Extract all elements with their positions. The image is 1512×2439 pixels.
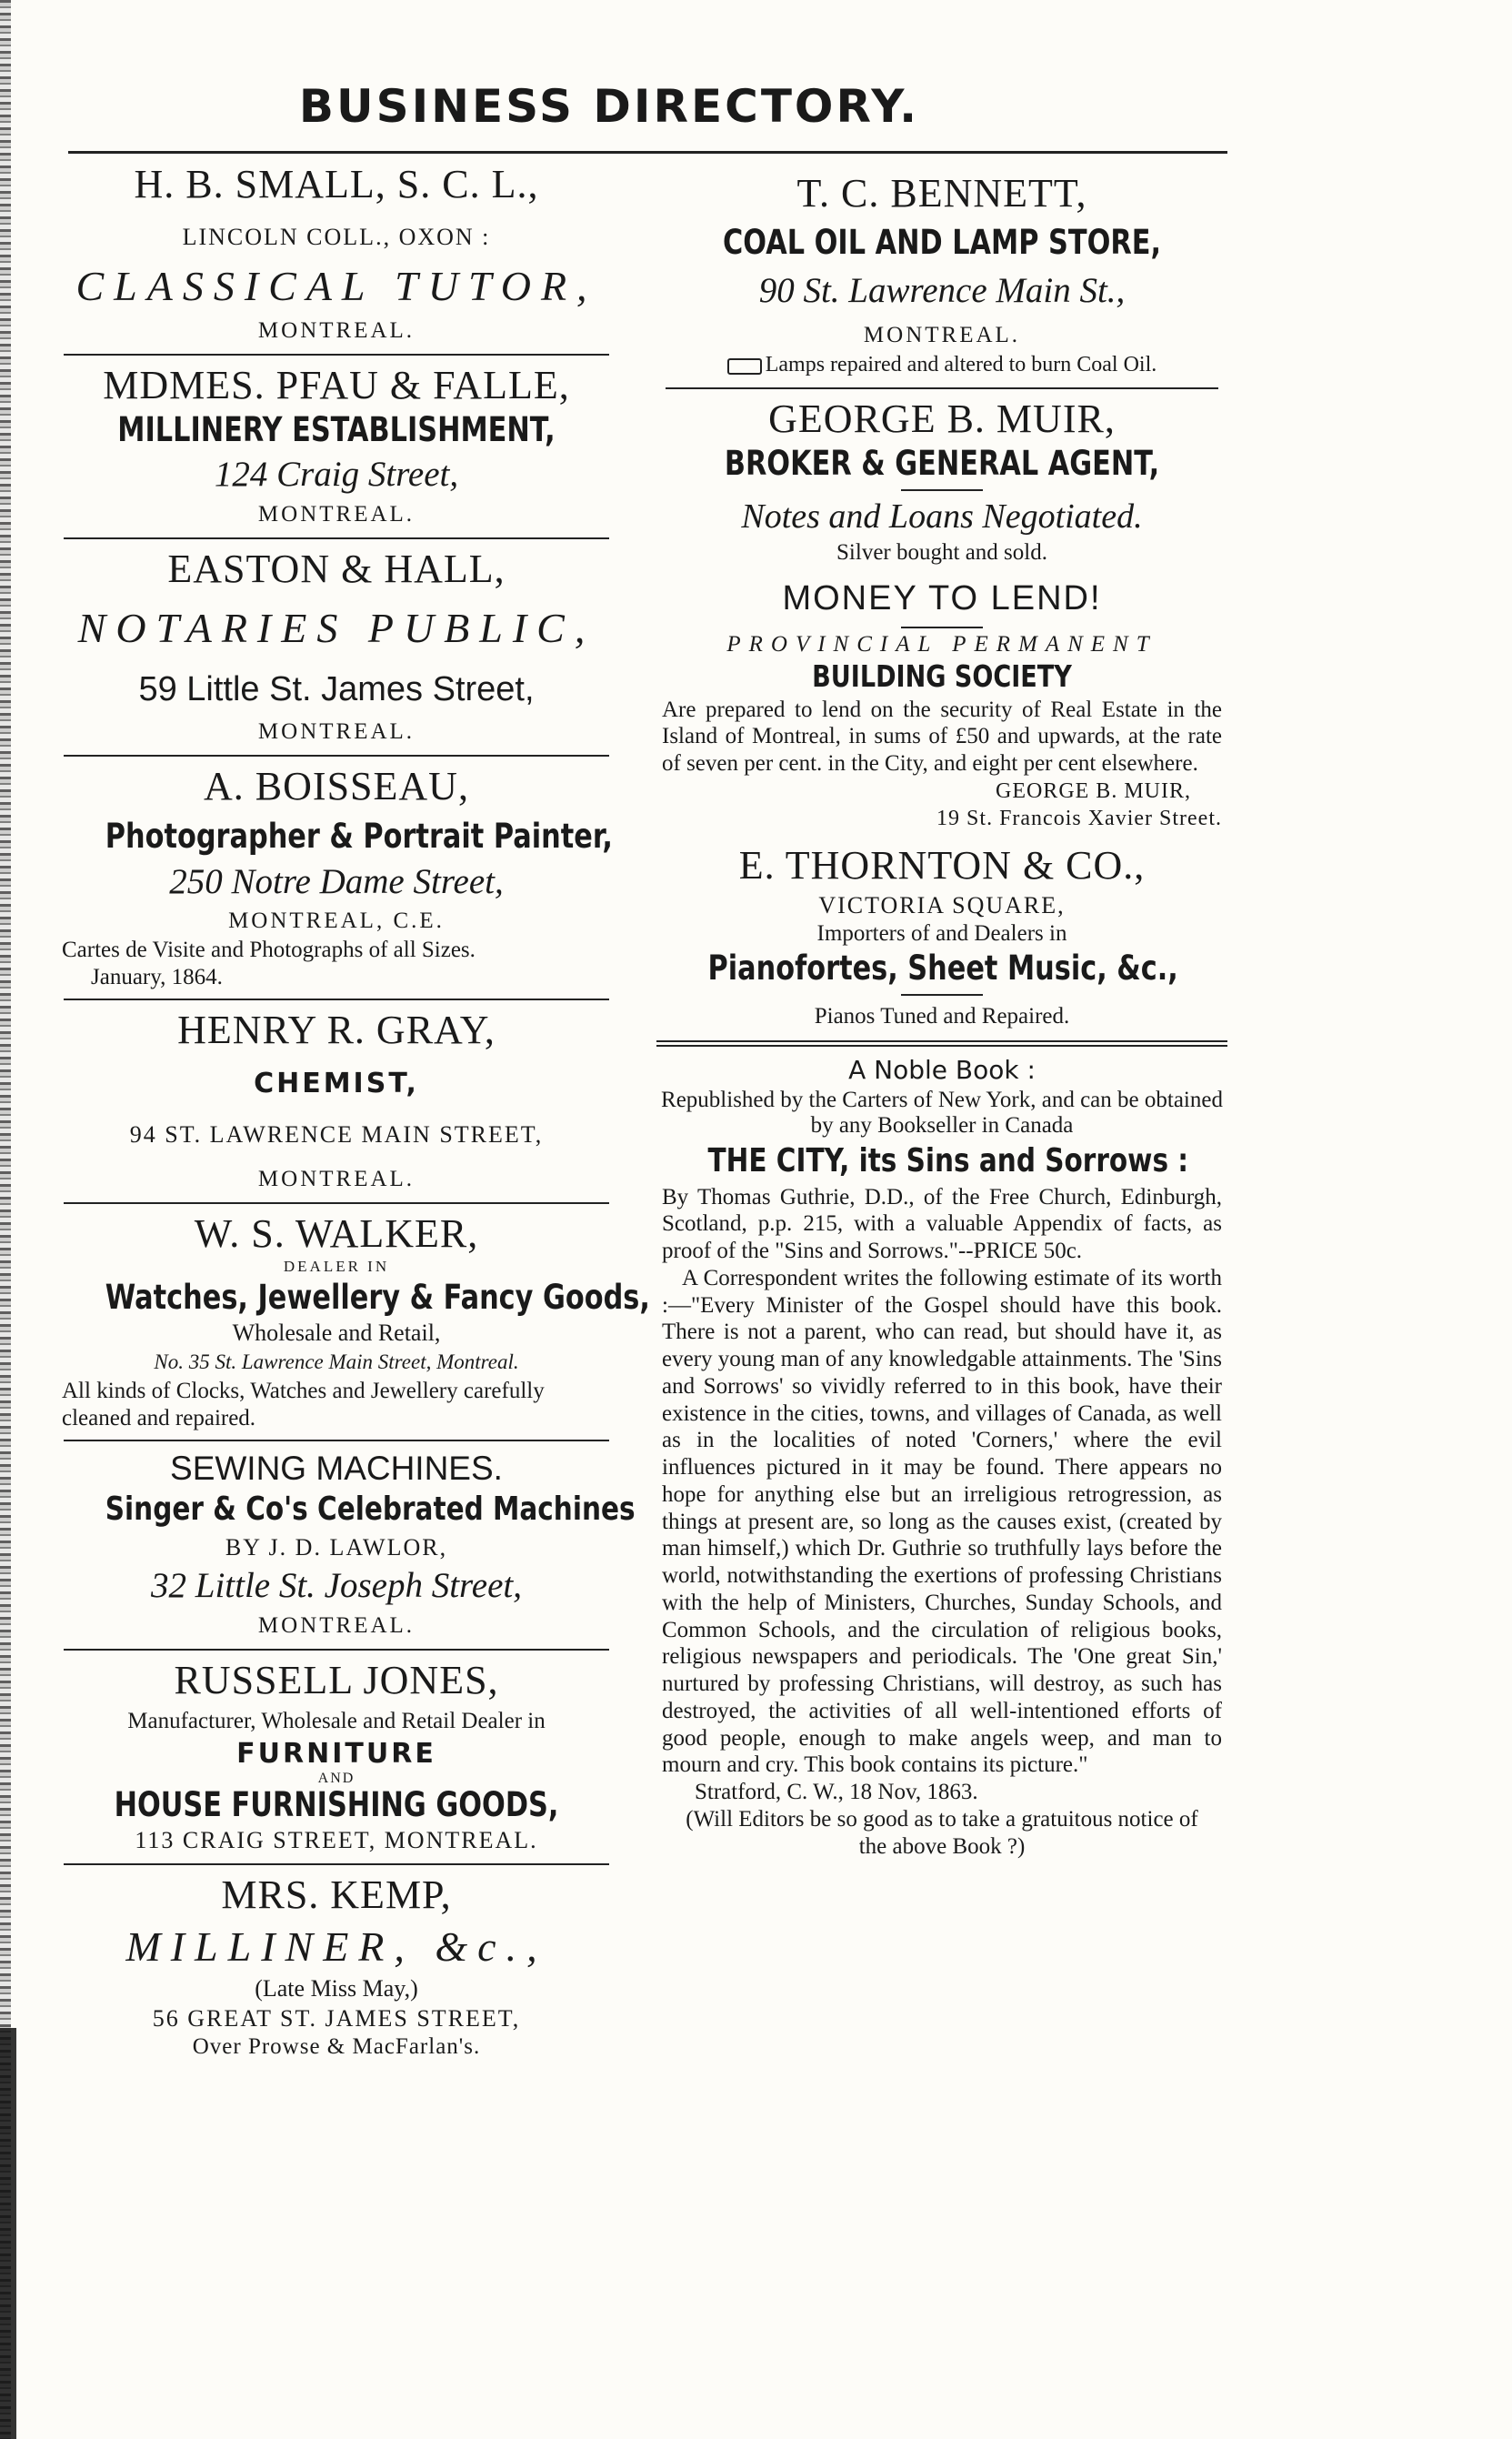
ad-trade: Wholesale and Retail, xyxy=(232,1319,441,1346)
ad-body: Are prepared to lend on the security of Real Estate in the Island of Montreal, in sums of £50 and upwards, at the rate of seven per cent. in the City, and eight per cent elsewhere. xyxy=(662,697,1222,777)
ad-name: EASTON & HALL, xyxy=(167,547,506,592)
ad-role: BROKER & GENERAL AGENT, xyxy=(724,444,1160,484)
ad-address: 124 Craig Street, xyxy=(214,455,459,495)
divider xyxy=(64,999,609,1000)
ad-and: AND xyxy=(317,1771,355,1787)
ad-editors: (Will Editors be so good as to take a gratuitous notice of the above Book ?) xyxy=(686,1806,1198,1859)
ad-place: Stratford, C. W., 18 Nov, 1863. xyxy=(695,1780,978,1805)
ad-goods: Pianofortes, Sheet Music, &c., xyxy=(707,948,1178,988)
ad-book xyxy=(656,1054,1227,1860)
ad-goods: Watches, Jewellery & Fancy Goods, xyxy=(105,1277,650,1317)
ad-trade: Manufacturer, Wholesale and Retail Dealer in xyxy=(127,1708,546,1733)
ad-easton xyxy=(55,547,618,748)
divider xyxy=(64,1863,609,1865)
ad-heading: SEWING MACHINES. xyxy=(170,1450,503,1488)
pointing-hand-icon xyxy=(727,358,762,375)
short-rule xyxy=(901,994,983,996)
short-rule xyxy=(901,489,983,491)
ad-product: Singer & Co's Celebrated Machines xyxy=(105,1490,636,1529)
ad-role: CHEMIST, xyxy=(254,1067,419,1099)
ad-heading: A Noble Book : xyxy=(848,1055,1036,1086)
ad-pfau xyxy=(55,363,618,530)
ad-city: MONTREAL, C.E. xyxy=(228,908,445,934)
ad-date: January, 1864. xyxy=(91,965,223,990)
ad-importers: Importers of and Dealers in xyxy=(816,920,1067,946)
ad-address: 59 Little St. James Street, xyxy=(138,669,535,708)
ad-small xyxy=(55,162,618,346)
short-rule xyxy=(901,627,983,628)
ad-name: MRS. KEMP, xyxy=(221,1872,452,1917)
ad-sewing xyxy=(55,1449,636,1641)
ad-goods: HOUSE FURNISHING GOODS, xyxy=(114,1785,559,1825)
ad-furniture: FURNITURE xyxy=(236,1738,436,1771)
ad-address: 32 Little St. Joseph Street, xyxy=(151,1566,522,1606)
ad-name: E. THORNTON & CO., xyxy=(738,842,1146,888)
right-column xyxy=(656,162,1227,1860)
divider xyxy=(64,1649,609,1651)
ad-sign: GEORGE B. MUIR, xyxy=(995,778,1191,803)
ad-walker xyxy=(55,1210,650,1432)
ad-kemp xyxy=(55,1872,618,2060)
ad-name: A. BOISSEAU, xyxy=(204,763,469,808)
ad-city: MONTREAL. xyxy=(257,718,416,744)
ad-role: Photographer & Portrait Painter, xyxy=(105,817,613,857)
ad-address: 94 ST. LAWRENCE MAIN STREET, xyxy=(129,1120,544,1148)
ad-name: RUSSELL JONES, xyxy=(174,1658,499,1703)
ad-society: BUILDING SOCIETY xyxy=(812,657,1072,694)
ad-square: VICTORIA SQUARE, xyxy=(818,891,1066,918)
ad-address: 56 GREAT ST. JAMES STREET, xyxy=(152,2004,521,2032)
ad-jones xyxy=(55,1658,618,1856)
ad-over: Over Prowse & MacFarlan's. xyxy=(192,2033,481,2059)
ad-name: GEORGE B. MUIR, xyxy=(768,396,1116,441)
ad-intro: Republished by the Carters of New York, and can be obtained by any Bookseller in Canada xyxy=(661,1087,1223,1139)
ad-muir xyxy=(656,396,1227,566)
ad-address: 90 St. Lawrence Main St., xyxy=(758,270,1126,310)
ad-role: CLASSICAL TUTOR, xyxy=(75,262,597,309)
ad-heading: MONEY TO LEND! xyxy=(782,578,1102,617)
page-title: BUSINESS DIRECTORY. xyxy=(298,80,920,133)
ad-lend xyxy=(656,575,1227,832)
ad-sign-address: 19 St. Francois Xavier Street. xyxy=(936,806,1222,830)
ad-silver: Silver bought and sold. xyxy=(836,539,1047,565)
ad-note: All kinds of Clocks, Watches and Jewellery carefully cleaned and repaired. xyxy=(62,1379,545,1431)
ad-name: MDMES. PFAU & FALLE, xyxy=(103,362,570,407)
ad-city: MONTREAL. xyxy=(863,323,1021,348)
ad-address: 113 CRAIG STREET, MONTREAL. xyxy=(135,1826,538,1853)
ad-name: W. S. WALKER, xyxy=(194,1210,479,1256)
ad-notes: Notes and Loans Negotiated. xyxy=(741,497,1143,537)
ad-city: MONTREAL. xyxy=(257,317,416,343)
ad-name: H. B. SMALL, S. C. L., xyxy=(134,162,539,206)
ad-dealer: DEALER IN xyxy=(283,1257,390,1275)
ad-provincial: PROVINCIAL PERMANENT xyxy=(726,631,1157,657)
ad-city: MONTREAL. xyxy=(257,1613,416,1639)
ad-note: Lamps repaired and altered to burn Coal Oil. xyxy=(656,351,1227,379)
ad-by: BY J. D. LAWLOR, xyxy=(225,1534,448,1561)
double-divider xyxy=(656,1040,1227,1047)
ad-note: Cartes de Visite and Photographs of all Sizes. xyxy=(62,938,476,963)
ad-gray xyxy=(55,1008,618,1195)
ad-business: COAL OIL AND LAMP STORE, xyxy=(723,222,1161,262)
ad-body: A Correspondent writes the following estimate of its worth :—"Every Minister of the Gospel should have this book. There is not a parent, who can read, but should have it, as every young man of any knowledgable attainments. The 'Sins and Sorrows' so vividly referred to in this book, have their existence in the cities, towns, and villages of Canada, as well as in the localities of noted 'Corners,' where the evil influences pictured in it may be found. There appears no hope for anything else but an irreligious retrogression, as things at present are, so long as the causes exist, (created by man himself,) which Dr. Guthrie so truthfully lays before the world, notwithstanding the exertions of professing Christians with the help of Ministers, Churches, Sunday Schools, and Common Schools, and the circulation of religious books, religious newspapers and periodicals. The 'One great Sin,' nurtured by professing Christians, will destroy, as such has destroyed, the activities of all well-intentioned efforts of good people, enough to make angels weep, and man to mourn and cry. This book contains its picture." xyxy=(662,1265,1222,1778)
ad-boisseau xyxy=(55,764,618,991)
divider xyxy=(64,755,609,757)
ad-role: MILLINER, &c., xyxy=(125,1922,547,1970)
title-rule xyxy=(68,151,1227,154)
ad-book-title: THE CITY, its Sins and Sorrows : xyxy=(707,1142,1189,1180)
ad-desc: By Thomas Guthrie, D.D., of the Free Church, Edinburgh, Scotland, p.p. 215, with a valuable Appendix of facts, as proof of the "Sins and Sorrows."--PRICE 50c. xyxy=(662,1184,1222,1264)
divider xyxy=(64,537,609,539)
ad-business: MILLINERY ESTABLISHMENT, xyxy=(117,410,556,450)
divider xyxy=(666,387,1218,389)
ad-address: 250 Notre Dame Street, xyxy=(169,861,504,901)
ad-late: (Late Miss May,) xyxy=(255,1974,418,2002)
ad-city: MONTREAL. xyxy=(257,502,416,527)
divider xyxy=(64,1202,609,1204)
page-scan-edge-dark xyxy=(0,2028,16,2439)
ad-name: T. C. BENNETT, xyxy=(796,171,1087,216)
ad-role: NOTARIES PUBLIC, xyxy=(77,604,596,651)
ad-thornton xyxy=(656,843,1227,1033)
ad-name: HENRY R. GRAY, xyxy=(177,1008,496,1053)
ad-bennett xyxy=(656,171,1227,380)
left-column xyxy=(55,162,650,2060)
ad-college: LINCOLN COLL., OXON : xyxy=(182,223,491,250)
ad-city: MONTREAL. xyxy=(257,1166,416,1191)
divider xyxy=(64,1440,609,1441)
divider xyxy=(64,354,609,356)
ad-address: No. 35 St. Lawrence Main Street, Montreal. xyxy=(154,1350,519,1373)
ad-tuned: Pianos Tuned and Repaired. xyxy=(814,1003,1070,1029)
